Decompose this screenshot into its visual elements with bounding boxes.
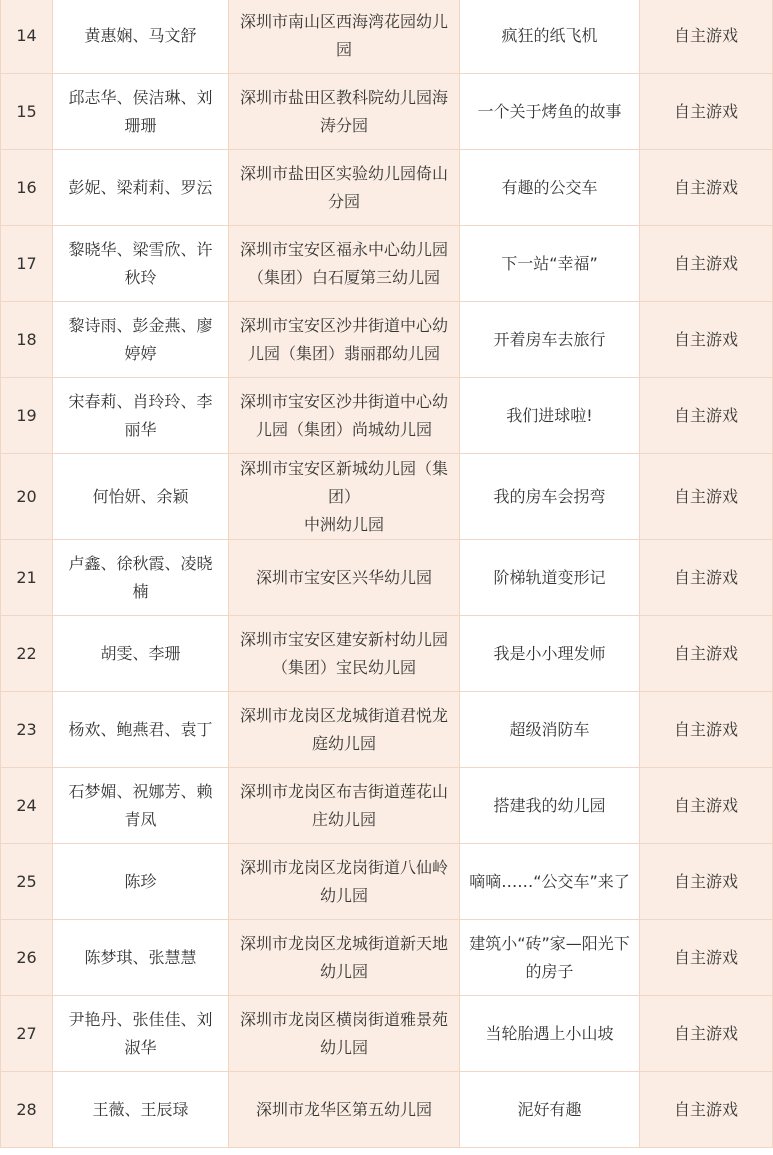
school-name: 深圳市盐田区教科院幼儿园海涛分园 — [229, 74, 460, 150]
category: 自主游戏 — [640, 920, 773, 996]
table-row — [1, 1072, 773, 1148]
author-names: 何怡妍、余颖 — [53, 454, 229, 540]
table-row — [1, 302, 773, 378]
author-names: 邱志华、侯洁琳、刘珊珊 — [53, 74, 229, 150]
category: 自主游戏 — [640, 74, 773, 150]
school-name: 深圳市宝安区福永中心幼儿园（集团）白石厦第三幼儿园 — [229, 226, 460, 302]
work-title: 下一站“幸福” — [460, 226, 640, 302]
author-names: 陈梦琪、张慧慧 — [53, 920, 229, 996]
school-name: 深圳市盐田区实验幼儿园倚山分园 — [229, 150, 460, 226]
work-title: 泥好有趣 — [460, 1072, 640, 1148]
work-title: 有趣的公交车 — [460, 150, 640, 226]
author-names: 黄惠娴、马文舒 — [53, 0, 229, 74]
author-names: 彭妮、梁莉莉、罗沄 — [53, 150, 229, 226]
row-number: 26 — [1, 920, 53, 996]
row-number: 17 — [1, 226, 53, 302]
table-row — [1, 844, 773, 920]
work-title: 开着房车去旅行 — [460, 302, 640, 378]
work-title: 我是小小理发师 — [460, 616, 640, 692]
table-row — [1, 540, 773, 616]
row-number: 20 — [1, 454, 53, 540]
table-row — [1, 996, 773, 1072]
table-row — [1, 454, 773, 540]
work-title: 我们进球啦! — [460, 378, 640, 454]
category: 自主游戏 — [640, 768, 773, 844]
category: 自主游戏 — [640, 692, 773, 768]
work-title: 超级消防车 — [460, 692, 640, 768]
work-title: 建筑小“砖”家—阳光下的房子 — [460, 920, 640, 996]
author-names: 胡雯、李珊 — [53, 616, 229, 692]
author-names: 杨欢、鲍燕君、袁丁 — [53, 692, 229, 768]
category: 自主游戏 — [640, 616, 773, 692]
row-number: 27 — [1, 996, 53, 1072]
school-name: 深圳市宝安区建安新村幼儿园（集团）宝民幼儿园 — [229, 616, 460, 692]
category: 自主游戏 — [640, 1072, 773, 1148]
row-number: 25 — [1, 844, 53, 920]
category: 自主游戏 — [640, 0, 773, 74]
work-title: 我的房车会拐弯 — [460, 454, 640, 540]
category: 自主游戏 — [640, 996, 773, 1072]
work-title: 搭建我的幼儿园 — [460, 768, 640, 844]
work-title: 阶梯轨道变形记 — [460, 540, 640, 616]
table-row — [1, 150, 773, 226]
category: 自主游戏 — [640, 226, 773, 302]
author-names: 王薇、王辰琭 — [53, 1072, 229, 1148]
table-row — [1, 74, 773, 150]
school-name: 深圳市宝安区沙井街道中心幼儿园（集团）尚城幼儿园 — [229, 378, 460, 454]
school-name: 深圳市宝安区兴华幼儿园 — [229, 540, 460, 616]
row-number: 22 — [1, 616, 53, 692]
school-name: 深圳市龙岗区龙城街道君悦龙庭幼儿园 — [229, 692, 460, 768]
author-names: 黎晓华、梁雪欣、许秋玲 — [53, 226, 229, 302]
school-name: 深圳市龙岗区龙岗街道八仙岭幼儿园 — [229, 844, 460, 920]
table-row — [1, 616, 773, 692]
author-names: 宋春莉、肖玲玲、李丽华 — [53, 378, 229, 454]
author-names: 黎诗雨、彭金燕、廖婷婷 — [53, 302, 229, 378]
row-number: 14 — [1, 0, 53, 74]
author-names: 卢鑫、徐秋霞、凌晓楠 — [53, 540, 229, 616]
category: 自主游戏 — [640, 540, 773, 616]
category: 自主游戏 — [640, 454, 773, 540]
table-row — [1, 692, 773, 768]
category: 自主游戏 — [640, 150, 773, 226]
work-title: 疯狂的纸飞机 — [460, 0, 640, 74]
row-number: 18 — [1, 302, 53, 378]
row-number: 19 — [1, 378, 53, 454]
school-name: 深圳市宝安区沙井街道中心幼儿园（集团）翡丽郡幼儿园 — [229, 302, 460, 378]
row-number: 23 — [1, 692, 53, 768]
school-name: 深圳市龙岗区龙城街道新天地幼儿园 — [229, 920, 460, 996]
row-number: 28 — [1, 1072, 53, 1148]
category: 自主游戏 — [640, 844, 773, 920]
table-row — [1, 920, 773, 996]
author-names: 陈珍 — [53, 844, 229, 920]
school-name: 深圳市宝安区新城幼儿园（集团） — [239, 458, 448, 506]
table-row — [1, 226, 773, 302]
school-name: 深圳市龙岗区横岗街道雅景苑幼儿园 — [229, 996, 460, 1072]
work-title: 嘀嘀……“公交车”来了 — [460, 844, 640, 920]
school-branch-name: 中洲幼儿园 — [303, 514, 384, 534]
work-title: 一个关于烤鱼的故事 — [460, 74, 640, 150]
school-name-cell — [229, 454, 460, 540]
category: 自主游戏 — [640, 302, 773, 378]
school-name: 深圳市龙岗区布吉街道莲花山庄幼儿园 — [229, 768, 460, 844]
row-number: 21 — [1, 540, 53, 616]
row-number: 24 — [1, 768, 53, 844]
table-row — [1, 378, 773, 454]
author-names: 石梦媚、祝娜芳、赖青凤 — [53, 768, 229, 844]
table-row — [1, 0, 773, 74]
table-row — [1, 768, 773, 844]
author-names: 尹艳丹、张佳佳、刘淑华 — [53, 996, 229, 1072]
school-name: 深圳市龙华区第五幼儿园 — [229, 1072, 460, 1148]
row-number: 15 — [1, 74, 53, 150]
row-number: 16 — [1, 150, 53, 226]
school-name: 深圳市南山区西海湾花园幼儿园 — [229, 0, 460, 74]
category: 自主游戏 — [640, 378, 773, 454]
work-title: 当轮胎遇上小山坡 — [460, 996, 640, 1072]
